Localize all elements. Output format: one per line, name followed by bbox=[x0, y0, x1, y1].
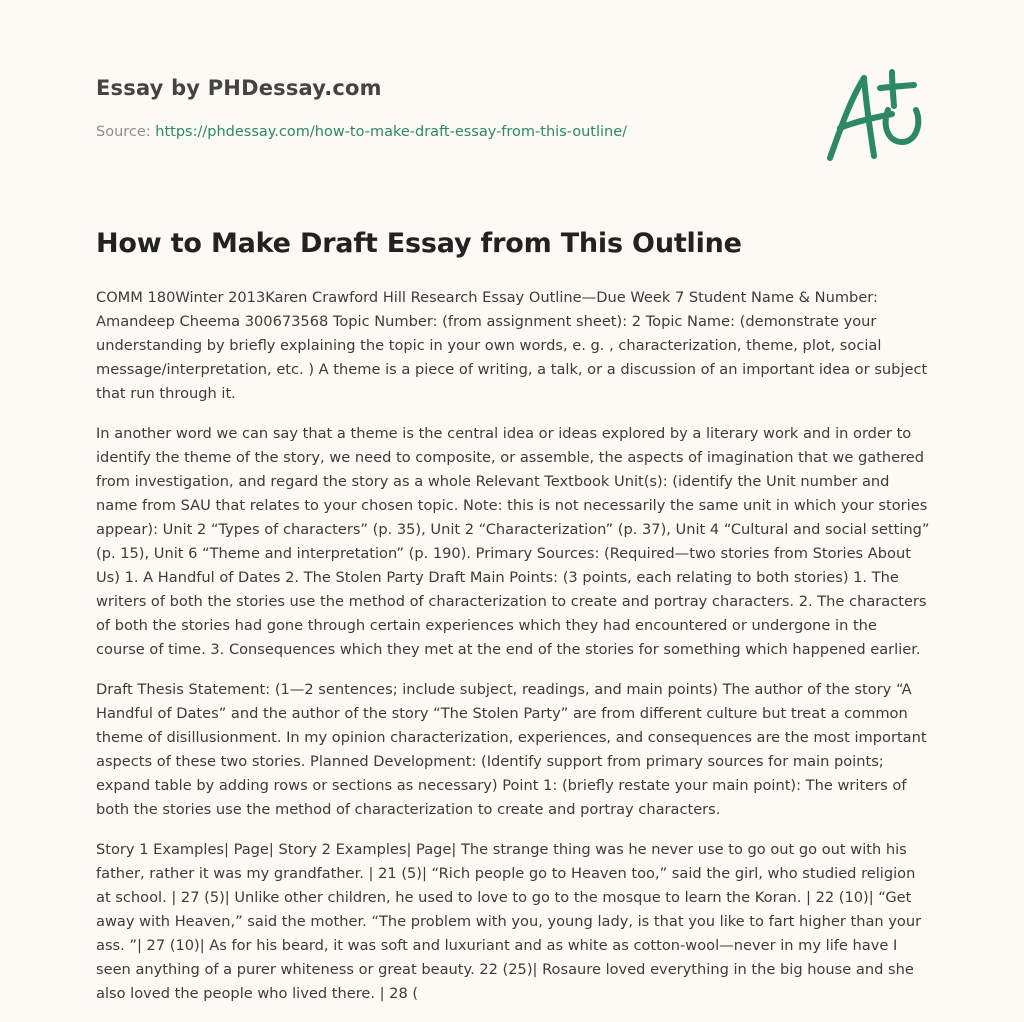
essay-body bbox=[96, 286, 930, 1022]
source-link[interactable]: https://phdessay.com/how-to-make-draft-essay-from-this-outline/ bbox=[155, 124, 628, 140]
essay-paragraph: In another word we can say that a theme is the central idea or ideas explored by a literary work and in order to identify the theme of the story, we need to composite, or assemble, the aspects of imagination that we gathered from investigation, and regard the story as a whole Relevant Textbook Unit(s): (identify the Unit number and name from SAU that relates to your chosen topic. Note: this is not necessarily the same unit in which your stories appear): Unit 2 “Types of characters” (p. 35), Unit 2 “Characterization” (p. 37), Unit 4 “Cultural and social setting” (p. 15), Unit 6 “Theme and interpretation” (p. 190). Primary Sources: (Required—two stories from Stories About Us) 1. A Handful of Dates 2. The Stolen Party Draft Main Points: (3 points, each relating to both stories) 1. The writers of both the stories use the method of characterization to create and portray characters. 2. The characters of both the stories had gone through certain experiences which they had encountered or undergone in the course of time. 3. Consequences which they met at the end of the stories for something which happened earlier. bbox=[96, 425, 930, 658]
source-line bbox=[96, 124, 627, 140]
site-title: Essay by PHDessay.com bbox=[96, 76, 382, 100]
essay-title: How to Make Draft Essay from This Outline bbox=[96, 228, 742, 259]
essay-paragraph: COMM 180Winter 2013Karen Crawford Hill Research Essay Outline—Due Week 7 Student Name & Number: Amandeep Cheema 300673568 Topic Number: (from assignment sheet): 2 Topic Name: (demonstrate your understanding by briefly explaining the topic in your own words, e. g. , characterization, theme, plot, social message/interpretation, etc. ) A theme is a piece of writing, a talk, or a discussion of an important idea or subject that run through it. bbox=[96, 289, 928, 402]
a-plus-grade-icon bbox=[822, 68, 926, 164]
source-label: Source: bbox=[96, 124, 156, 140]
essay-paragraph: Story 1 Examples| Page| Story 2 Examples| Page| The strange thing was he never use to go out go out with his father, rather it was my grandfather. | 21 (5)| “Rich people go to Heaven too,” said the girl, who studied religion at school. | 27 (5)| Unlike other children, he used to love to go to the mosque to learn the Koran. | 22 (10)| “Get away with Heaven,” said the mother. “The problem with you, young lady, is that you like to fart higher than your ass. ”| 27 (10)| As for his beard, it was soft and luxuriant and as white as cotton-wool—never in my life have I seen anything of a purer whiteness or great beauty. 22 (25)| Rosaure loved everything in the big house and she also loved the people who lived there. | 28 ( bbox=[96, 841, 922, 1002]
essay-paragraph: Draft Thesis Statement: (1—2 sentences; include subject, readings, and main points) The author of the story “A Handful of Dates” and the author of the story “The Stolen Party” are from different culture but treat a common theme of disillusionment. In my opinion characterization, experiences, and consequences are the most important aspects of these two stories. Planned Development: (Identify support from primary sources for main points; expand table by adding rows or sections as necessary) Point 1: (briefly restate your main point): The writers of both the stories use the method of characterization to create and portray characters. bbox=[96, 681, 927, 818]
